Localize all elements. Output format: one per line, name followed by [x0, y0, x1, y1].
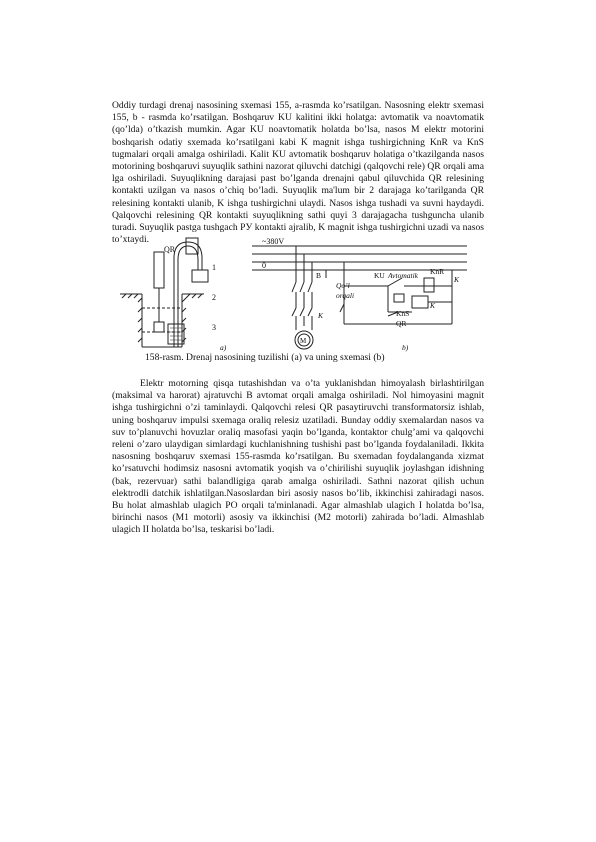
pump-figure [112, 212, 484, 352]
label-voltage: ~380V [262, 237, 285, 246]
label-qol: Qo’l [336, 281, 350, 290]
label-3: 3 [212, 323, 216, 332]
pump-structure-drawing [120, 238, 208, 347]
paragraph-second [112, 378, 484, 537]
label-qr: QR [164, 245, 176, 254]
label-a: a) [220, 343, 227, 352]
label-orqali: orqali [336, 291, 355, 300]
label-zero: 0 [262, 261, 266, 270]
label-1: 1 [212, 263, 216, 272]
label-b: B [316, 271, 322, 280]
label-k-top: K [454, 275, 460, 284]
label-m: M [300, 337, 307, 345]
label-k-left: K [318, 311, 324, 320]
label-b-fig: b) [402, 343, 409, 352]
label-knr: KnR [430, 267, 445, 276]
label-avtomatik: Avtomatik [388, 271, 418, 280]
label-ku: KU [374, 271, 385, 280]
label-2: 2 [212, 293, 216, 302]
label-k-mid: K [430, 301, 436, 310]
electric-scheme-drawing [252, 246, 467, 349]
paragraph-2-text: Elektr motorning qisqa tutashishdan va o’ta yuklanishdan himoyalash birlashtirilgan (maksimal va harorat) ajratuvchi B avtomat orqali amalga oshiriladi. Nol himoyasini magnit ishga tushirgichni o’zi taminlaydi. Qalqovchi relesi QR pasaytiruvchi transformatorsiz ishlab, uning boshqaruv impulsi sxemaga oraliq relesiz uzatiladi. Bunday oddiy sxemalardan nasos va suv to’planuvchi hovuzlar oraliq masofasi yaqin bo’lganda, kontaktor chulg’ami va qalqovchi releni o’zaro ulaydigan simlardagi kuchlanishning tushishi past bo’lganda foydalaniladi. Ikkita nasosning boshqaruv sxemasi 155-rasmda ko’rsatilgan. Bu sxemadan foydalanganda xizmat ko’rsatuvchi hodimsiz nasosni avtomatik yoqish va o’chirilishi suyuqlik joylashgan idishning (bak, rezervuar) sathi balandligiga qarab amalga oshiriladi. Sathni nazorat qilish uchun elektrodli datchik ishlatilgan.Nasoslardan biri asosiy nasos bo’lib, ikkinchisi zahiradagi nasos. Bu holat almashlab ulagich PO orqali ta'minlanadi. Agar almashlab ulagich I holatda bo’lsa, birinchi nasos (M1 motorli) asosiy va ikkinchisi (M2 motorli) zahirada bo’ladi. Almashlab ulagich II holatda bo’lsa, teskarisi bo’ladi. [112, 378, 484, 536]
label-qr2: QR [396, 319, 407, 328]
paragraph-1-text: Oddiy turdagi drenaj nasosining sxemasi 155, a-rasmda ko’rsatilgan. Nasosning elektr sxemasi 155, b - rasmda ko’rsatilgan. Boshqaruv KU kalitini ikki holatga: avtomatik va noavtomatik (qo’lda) o’tkazish mumkin. Agar KU noavtomatik holatda bo’lsa, nasos M elektr motorini boshqarish odatiy sxemada ko’rsatilgani kabi K magnit ishga tushirgichning KnR va KnS tugmalari orqali amalga oshiriladi. Kalit KU avtomatik boshqaruv holatiga o’tkazilganda nasos motorining boshqaruvi suyuqlik sathini nazorat qiluvchi datchigi (qalqovchi rele) QR orqali ama lga oshiriladi. Suyuqlikning darajasi past bo’lganda drenajni qabul qiluvchida QR relesining kontakti uzilgan va nasos o’chiq bo’ladi. Suyuqlik ma'lum bir 2 darajaga ko’tarilganda QR relesining kontakti ulanib, K ishga tushirgichni ulaydi. Nasos ishga tushadi va suvni haydaydi. Qalqovchi relesining QR kontakti suyuqlikning sathi quyi 3 darajagacha tushguncha ulanib turadi. Suyuqlik pastga tushgach PУ kontakti ajralib, K magnit ishga tushirgichni uzadi va nasos to’xtaydi. [112, 100, 484, 246]
figure-caption: 158-rasm. Drenaj nasosining tuzilishi (a) va uning sxemasi (b) [145, 352, 385, 363]
label-kns: KnS [396, 309, 410, 318]
